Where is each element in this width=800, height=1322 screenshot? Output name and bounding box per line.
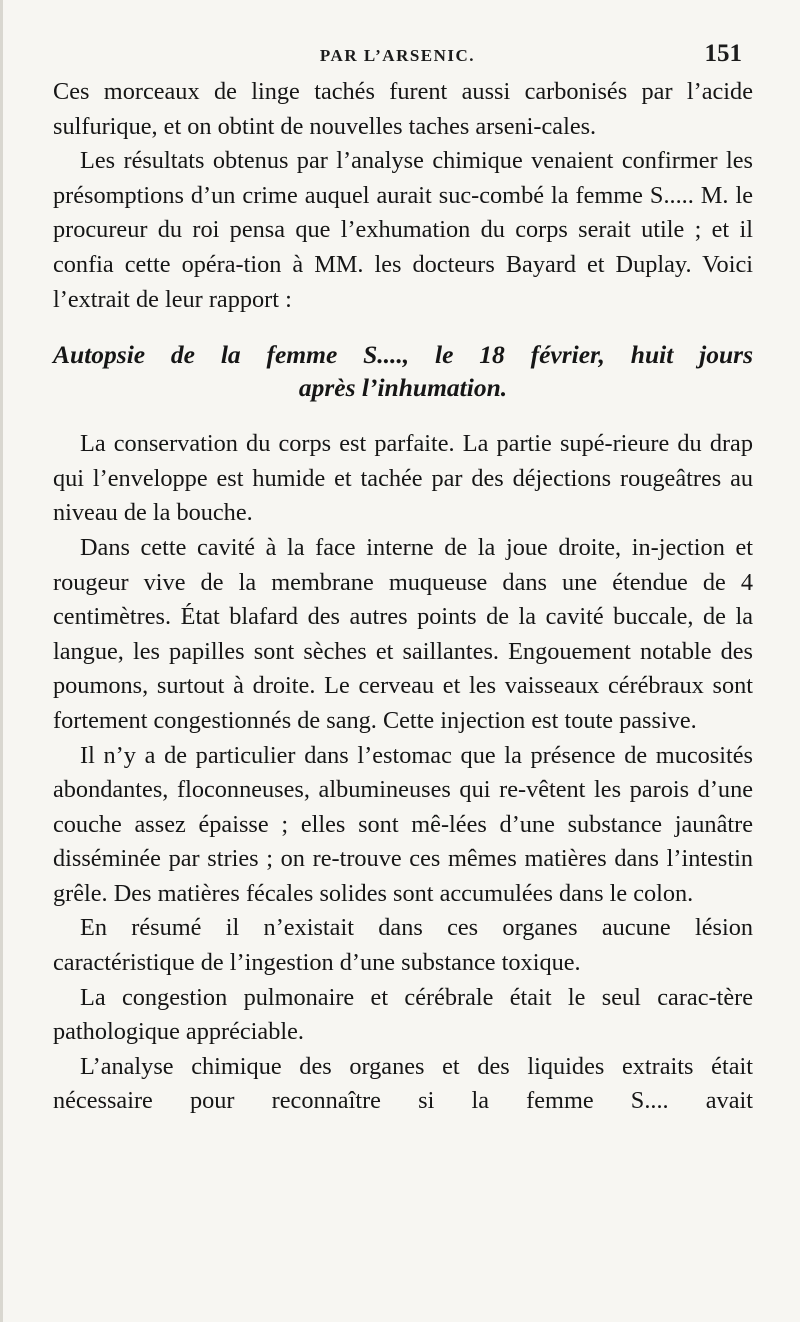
section-heading-line: après l’inhumation. bbox=[298, 373, 508, 403]
page-number: 151 bbox=[704, 40, 742, 67]
paragraph: Il n’y a de particulier dans l’estomac que la présence de mucosités abondantes, floconneuses, albumineuses qui re-vêtent les parois d’une couche assez épaisse ; elles sont mê-lées d’une substance jaunâtre disséminée par stries ; on re-trouve ces mêmes matières dans l’intestin grêle. Des matières fécales solides sont accumulées dans le colon. bbox=[53, 741, 753, 907]
page-body bbox=[53, 75, 753, 1119]
running-title: PAR L’ARSENIC. bbox=[319, 46, 476, 65]
page-header bbox=[53, 40, 742, 70]
paragraph: Les résultats obtenus par l’analyse chimique venaient confirmer les présomptions d’un crime auquel aurait suc-combé la femme S..... M. le procureur du roi pensa que l’exhumation du corps serait utile ; et il confia cette opéra-tion à MM. les docteurs Bayard et Duplay. Voici l’extrait de leur rapport : bbox=[53, 147, 753, 313]
paragraph: Dans cette cavité à la face interne de la joue droite, in-jection et rougeur vive de la membrane muqueuse dans une étendue de 4 centimètres. État blafard des autres points de la cavité buccale, de la langue, les papilles sont sèches et saillantes. Engouement notable des poumons, surtout à droite. Le cerveau et les vaisseaux cérébraux sont fortement congestionnés de sang. Cette injection est toute passive. bbox=[53, 533, 753, 734]
paragraph: Ces morceaux de linge tachés furent aussi carbonisés par l’acide sulfurique, et on obtint de nouvelles taches arseni-cales. bbox=[53, 78, 753, 140]
section-heading-line: Autopsie de la femme S...., le 18 février, huit jours bbox=[53, 340, 753, 370]
paragraph: L’analyse chimique des organes et des liquides extraits était nécessaire pour reconnaître si la femme S.... avait bbox=[53, 1052, 753, 1115]
paragraph: La congestion pulmonaire et cérébrale était le seul carac-tère pathologique appréciable. bbox=[53, 983, 753, 1046]
section-heading bbox=[53, 338, 753, 404]
paragraph: La conservation du corps est parfaite. La partie supé-rieure du drap qui l’enveloppe est humide et tachée par des déjections rougeâtres au niveau de la bouche. bbox=[53, 430, 753, 527]
paragraph: En résumé il n’existait dans ces organes aucune lésion caractéristique de l’ingestion d’une substance toxique. bbox=[53, 914, 753, 977]
